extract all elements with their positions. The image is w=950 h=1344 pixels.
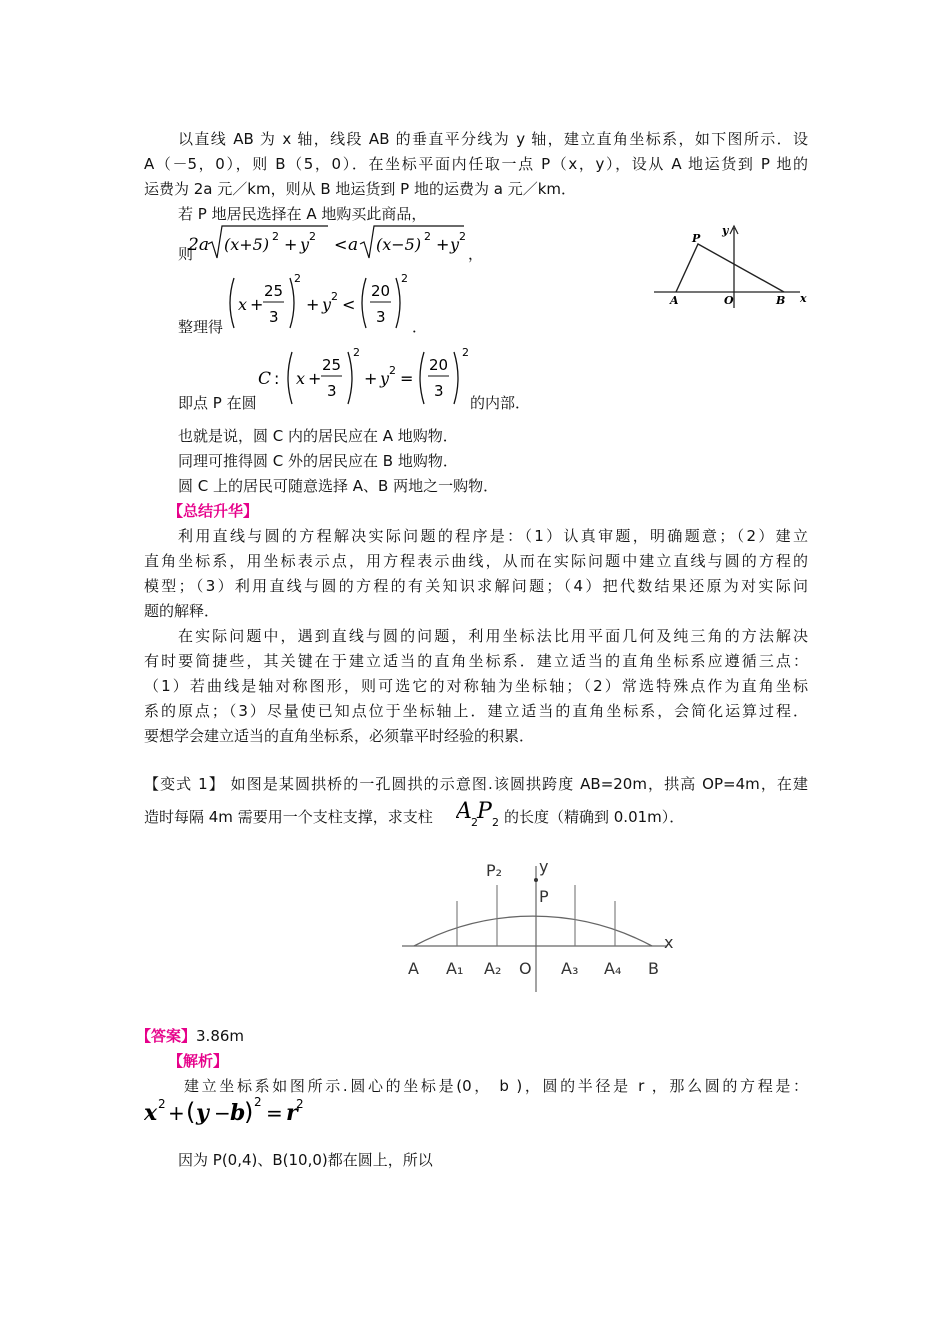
- summary-line-5: 在实际问题中，遇到直线与圆的问题，利用坐标法比用平面几何及纯三角的方法解决: [178, 627, 808, 645]
- figure-triangle: [652, 224, 812, 310]
- svg-text:y: y: [450, 235, 460, 254]
- svg-text:x: x: [238, 295, 248, 314]
- inside-suffix: 的内部．: [470, 394, 531, 412]
- simplify-suffix: ．: [412, 318, 428, 336]
- svg-text:25: 25: [322, 356, 342, 374]
- answer-value: 3.86m: [196, 1027, 245, 1045]
- summary-line-2: 直角坐标系，用坐标表示点，用方程表示曲线，从而在实际问题中建立直线与圆的方程的: [144, 552, 808, 570]
- svg-text:x: x: [296, 369, 306, 388]
- summary-line-1: 利用直线与圆的方程解决实际问题的程序是：（1）认真审题，明确题意；（2）建立: [178, 527, 808, 545]
- svg-text:+: +: [306, 295, 320, 314]
- inequality-formula: [188, 222, 468, 264]
- svg-text:2: 2: [294, 272, 301, 285]
- svg-text:+: +: [364, 369, 378, 388]
- svg-text:<: <: [334, 235, 348, 254]
- svg-text:+: +: [284, 235, 298, 254]
- conclusion-line-3: 圆 C 上的居民可随意选择 A、B 两地之一购物．: [178, 477, 499, 495]
- svg-text:2: 2: [272, 230, 279, 243]
- fig2-label-x: x: [664, 933, 674, 952]
- svg-text:y: y: [300, 235, 310, 254]
- svg-text:y: y: [196, 1100, 209, 1126]
- summary-heading: 【总结升华】: [168, 502, 259, 520]
- svg-text:P: P: [477, 799, 492, 824]
- a2p2-svg: [456, 794, 504, 830]
- summary-line-9: 要想学会建立适当的直角坐标系，必须靠平时经验的积累．: [144, 727, 535, 745]
- fig2-label-b: B: [648, 959, 659, 978]
- intro-line-3: 运费为 2a 元／km，则从 B 地运货到 P 地的运费为 a 元／km．: [144, 180, 577, 198]
- analysis-label: 【解析】: [168, 1052, 229, 1070]
- svg-text:2: 2: [424, 230, 431, 243]
- svg-text:): ): [244, 1098, 254, 1126]
- fig2-label-o: O: [519, 959, 532, 978]
- intro-line-1: 以直线 AB 为 x 轴，线段 AB 的垂直平分线为 y 轴，建立直角坐标系，如下图所示．设: [178, 130, 808, 148]
- svg-text:2: 2: [296, 1097, 304, 1111]
- svg-text:3: 3: [327, 382, 337, 400]
- fig2-label-a4: A₄: [604, 959, 622, 978]
- circle-equation: [258, 344, 476, 412]
- svg-text:2: 2: [389, 364, 396, 377]
- svg-text:2: 2: [459, 230, 466, 243]
- svg-text:2: 2: [331, 290, 338, 303]
- svg-text:+: +: [308, 369, 322, 388]
- fig1-label-a: A: [670, 294, 679, 307]
- fig2-label-a2: A₂: [484, 959, 502, 978]
- fig2-label-a: A: [408, 959, 419, 978]
- svg-text:x: x: [144, 1100, 158, 1126]
- answer-label: 【答案】: [136, 1027, 197, 1045]
- then-suffix: ，: [468, 245, 484, 263]
- svg-text::: :: [274, 369, 280, 388]
- fig1-label-y: y: [722, 224, 729, 237]
- simplified-inequality-svg: [226, 270, 416, 336]
- svg-text:y: y: [380, 369, 390, 388]
- svg-text:25: 25: [264, 282, 284, 300]
- a2p2-symbol: [456, 794, 504, 830]
- svg-text:b: b: [230, 1100, 246, 1126]
- fig2-label-a3: A₃: [561, 959, 579, 978]
- svg-text:=: =: [266, 1101, 283, 1125]
- conclusion-line-2: 同理可推得圆 C 外的居民应在 B 地购物．: [178, 452, 458, 470]
- svg-text:2: 2: [353, 346, 360, 359]
- svg-text:<: <: [342, 295, 356, 314]
- svg-text:2: 2: [401, 272, 408, 285]
- svg-text:+: +: [168, 1101, 185, 1125]
- simplified-inequality: [226, 270, 416, 336]
- summary-line-4: 题的解释．: [144, 602, 220, 620]
- figure-arch-bridge: [398, 852, 688, 994]
- svg-text:y: y: [322, 295, 332, 314]
- fig1-label-o: O: [724, 294, 734, 307]
- svg-text:2a: 2a: [188, 235, 209, 255]
- fig2-label-p2: P₂: [486, 861, 503, 880]
- fig1-label-b: B: [776, 294, 786, 307]
- svg-text:C: C: [258, 369, 272, 389]
- svg-text:r: r: [286, 1100, 298, 1126]
- then-prefix: 则: [178, 245, 194, 263]
- variant-line-2-prefix: 造时每隔 4m 需要用一个支柱支撑，求支柱: [144, 808, 433, 826]
- fig2-label-a1: A₁: [446, 959, 464, 978]
- summary-line-3: 模型；（3）利用直线与圆的方程的有关知识求解问题；（4）把代数结果还原为对实际问: [144, 577, 808, 595]
- svg-text:3: 3: [434, 382, 444, 400]
- answer-row: [136, 1024, 244, 1049]
- svg-text:−: −: [214, 1101, 231, 1125]
- svg-text:20: 20: [371, 282, 391, 300]
- summary-line-7: （1）若曲线是轴对称图形，则可选它的对称轴为坐标轴；（2）常选特殊点作为直角坐标: [144, 677, 808, 695]
- summary-line-8: 系的原点；（3）尽量使已知点位于坐标轴上．建立适当的直角坐标系，会简化运算过程．: [144, 702, 808, 720]
- svg-text:20: 20: [429, 356, 449, 374]
- conclusion-line-1: 也就是说，圆 C 内的居民应在 A 地购物．: [178, 427, 458, 445]
- svg-text:3: 3: [376, 308, 386, 326]
- circle-equation-svg: [258, 344, 476, 412]
- intro-line-2: A（－5，0），则 B（5，0）．在坐标平面内任取一点 P（x，y），设从 A 地运货到 P 地的: [144, 155, 808, 173]
- inside-prefix: 即点 P 在圆: [178, 394, 257, 412]
- svg-text:2: 2: [462, 346, 469, 359]
- figure-triangle-svg: [652, 224, 812, 310]
- svg-text:2: 2: [158, 1097, 166, 1111]
- svg-text:+: +: [250, 295, 264, 314]
- because-line: 因为 P(0,4)、B(10,0)都在圆上，所以: [178, 1151, 433, 1169]
- svg-text:A: A: [456, 799, 472, 824]
- svg-text:2: 2: [492, 816, 499, 829]
- svg-text:(x−5): (x−5): [376, 235, 422, 254]
- svg-text:2: 2: [309, 230, 316, 243]
- svg-text:(: (: [186, 1098, 196, 1126]
- simplify-prefix: 整理得: [178, 318, 224, 336]
- svg-text:3: 3: [269, 308, 279, 326]
- analysis-line: 建立坐标系如图所示.圆心的坐标是(0， b )，圆的半径是 r ，那么圆的方程是：: [184, 1077, 808, 1095]
- summary-line-6: 有时要简捷些，其关键在于建立适当的直角坐标系．建立适当的直角坐标系应遵循三点：: [144, 652, 808, 670]
- variant-line-2-suffix: 的长度（精确到 0.01m）．: [504, 808, 685, 826]
- circle-general-equation-svg: [144, 1094, 314, 1130]
- svg-text:2: 2: [471, 816, 478, 829]
- fig1-label-x: x: [800, 292, 807, 305]
- svg-text:(x+5): (x+5): [224, 235, 270, 254]
- svg-text:a: a: [348, 235, 359, 255]
- svg-text:2: 2: [254, 1095, 262, 1109]
- fig2-label-y: y: [539, 857, 549, 876]
- fig2-label-p: P: [539, 887, 549, 906]
- circle-general-equation: [144, 1094, 314, 1130]
- choose-a-line: 若 P 地居民选择在 A 地购买此商品，: [178, 205, 427, 223]
- fig1-label-p: P: [692, 232, 701, 245]
- svg-text:=: =: [400, 369, 414, 388]
- variant-line-1: 【变式 1】 如图是某圆拱桥的一孔圆拱的示意图.该圆拱跨度 AB=20m，拱高 OP=4m，在建: [144, 775, 808, 793]
- inequality-svg: [188, 222, 468, 264]
- figure-arch-svg: [398, 852, 688, 994]
- svg-text:+: +: [436, 235, 450, 254]
